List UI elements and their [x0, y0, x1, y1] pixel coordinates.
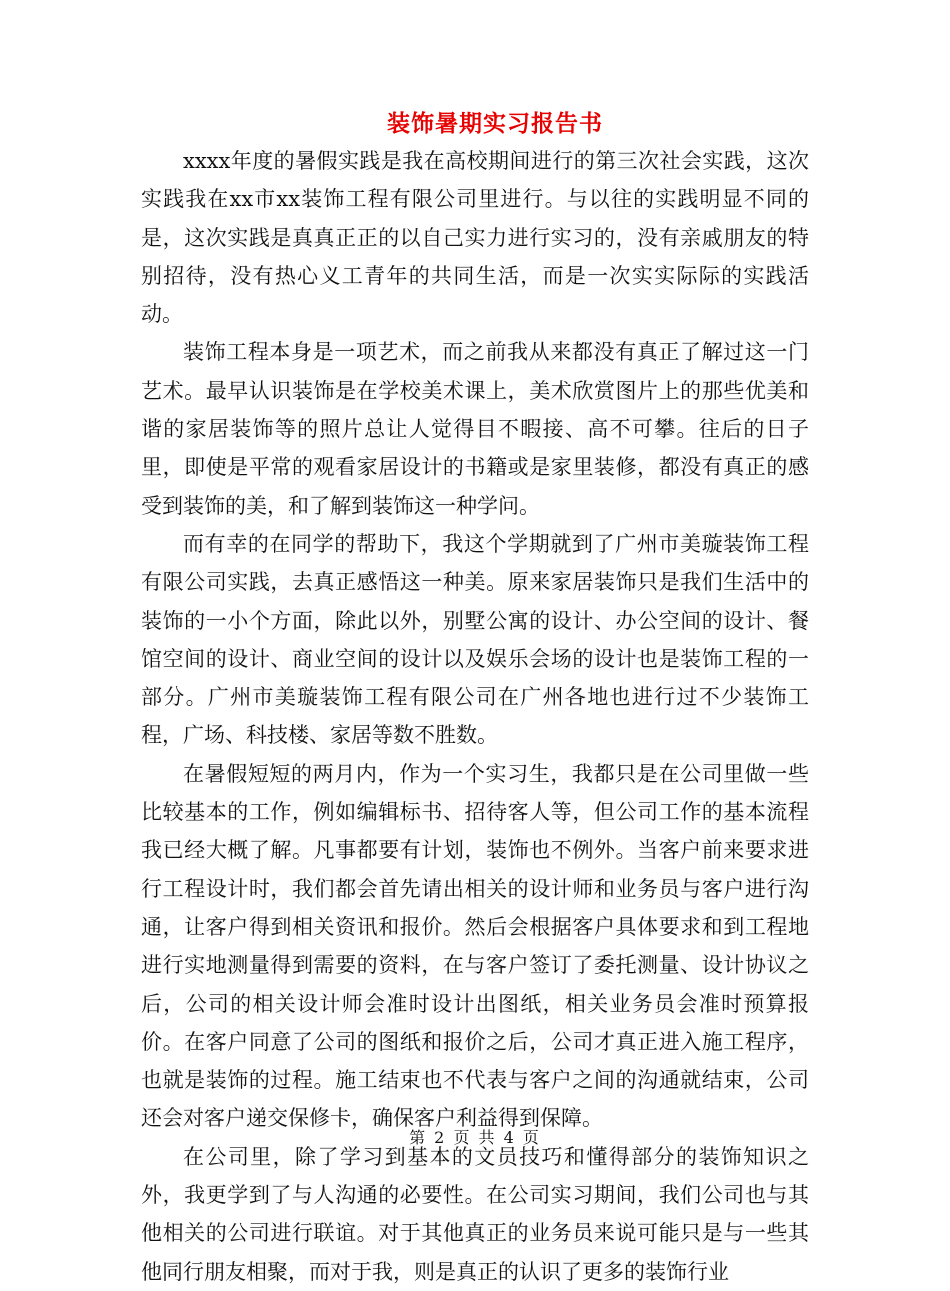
document-body: [141, 142, 809, 1291]
paragraph-3: 而有幸的在同学的帮助下，我这个学期就到了广州市美璇装饰工程有限公司实践，去真正感悟这一种美。原来家居装饰只是我们生活中的装饰的一小个方面，除此以外，别墅公寓的设计、办公空间的设计、餐馆空间的设计、商业空间的设计以及娱乐会场的设计也是装饰工程的一部分。广州市美璇装饰工程有限公司在广州各地也进行过不少装饰工程，广场、科技楼、家居等数不胜数。: [141, 531, 809, 748]
paragraph-1: xxxx年度的暑假实践是我在高校期间进行的第三次社会实践，这次实践我在xx市xx装饰工程有限公司里进行。与以往的实践明显不同的是，这次实践是真真正正的以自己实力进行实习的，没有亲戚朋友的特别招待，没有热心义工青年的共同生活，而是一次实实际际的实践活动。: [141, 149, 809, 327]
page-number-footer: 第 2 页 共 4 页: [409, 1128, 541, 1147]
paragraph-5: 在公司里，除了学习到基本的文员技巧和懂得部分的装饰知识之外，我更学到了与人沟通的必要性。在公司实习期间，我们公司也与其他相关的公司进行联谊。对于其他真正的业务员来说可能只是与一些其他同行朋友相聚，而对于我，则是真正的认识了更多的装饰行业: [141, 1144, 809, 1284]
document-title: 装饰暑期实习报告书: [387, 110, 603, 137]
paragraph-2: 装饰工程本身是一项艺术，而之前我从来都没有真正了解过这一门艺术。最早认识装饰是在学校美术课上，美术欣赏图片上的那些优美和谐的家居装饰等的照片总让人觉得目不暇接、高不可攀。往后的日子里，即使是平常的观看家居设计的书籍或是家里装修，都没有真正的感受到装饰的美，和了解到装饰这一种学问。: [141, 340, 809, 518]
paragraph-4: 在暑假短短的两月内，作为一个实习生，我都只是在公司里做一些比较基本的工作，例如编辑标书、招待客人等，但公司工作的基本流程我已经大概了解。凡事都要有计划，装饰也不例外。当客户前来要求进行工程设计时，我们都会首先请出相关的设计师和业务员与客户进行沟通，让客户得到相关资讯和报价。然后会根据客户具体要求和到工程地进行实地测量得到需要的资料，在与客户签订了委托测量、设计协议之后，公司的相关设计师会准时设计出图纸，相关业务员会准时预算报价。在客户同意了公司的图纸和报价之后，公司才真正进入施工程序，也就是装饰的过程。施工结束也不代表与客户之间的沟通就结束，公司还会对客户递交保修卡，确保客户利益得到保障。: [141, 761, 809, 1131]
